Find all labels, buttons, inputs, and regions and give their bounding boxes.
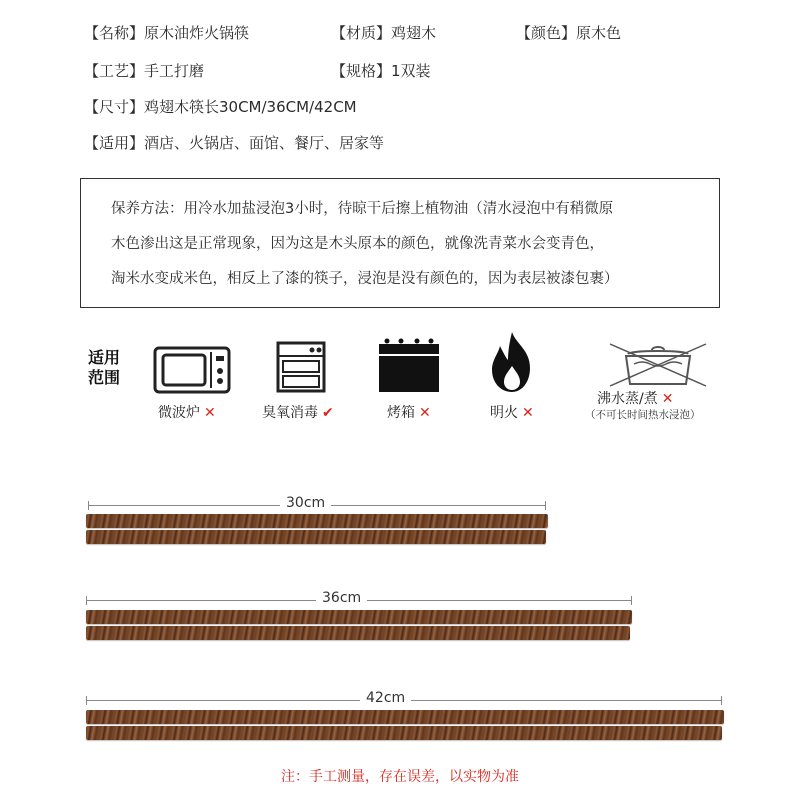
forbidden-x-icon: ✕ — [419, 405, 431, 421]
chopstick-42-b — [86, 726, 722, 740]
scope-label-boil: 沸水蒸/煮 ✕ — [597, 391, 674, 407]
measurement-note: 注：手工测量，存在误差，以实物为准 — [281, 769, 519, 785]
care-line-1: 保养方法：用冷水加盐浸泡3小时，待晾干后擦上植物油（清水浸泡中有稍微原 — [111, 201, 614, 217]
care-line-2: 木色渗出这是正常现象，因为这是木头原本的颜色，就像洗青菜水会变青色， — [111, 236, 604, 252]
boiling-pot-icon — [606, 340, 710, 388]
chopstick-30-a — [86, 514, 548, 528]
spec-material: 【材质】鸡翅木 — [331, 24, 437, 42]
chopstick-36-a — [86, 610, 632, 624]
length-label-42: 42cm — [360, 690, 411, 706]
chopstick-42-a — [86, 710, 724, 724]
boil-note: （不可长时间热水浸泡） — [585, 409, 701, 421]
allowed-check-icon: ✔ — [322, 405, 334, 421]
spec-size: 【尺寸】鸡翅木筷长30CM/36CM/42CM — [84, 98, 357, 116]
oven-icon — [377, 338, 441, 394]
forbidden-x-icon: ✕ — [661, 391, 674, 407]
spec-craft: 【工艺】手工打磨 — [84, 62, 205, 80]
sterilizer-icon — [276, 341, 326, 393]
spec-spec: 【规格】1双装 — [331, 62, 431, 80]
scope-label-microwave: 微波炉 ✕ — [158, 405, 216, 421]
chopstick-30-b — [86, 530, 546, 544]
forbidden-x-icon: ✕ — [204, 405, 216, 421]
scope-title: 适用 范围 — [88, 348, 121, 387]
length-label-36: 36cm — [316, 590, 367, 606]
chopstick-36-b — [86, 626, 630, 640]
spec-usage: 【适用】酒店、火锅店、面馆、餐厅、居家等 — [84, 134, 385, 152]
scope-label-fire: 明火 ✕ — [490, 405, 534, 421]
forbidden-x-icon: ✕ — [522, 405, 534, 421]
flame-icon — [486, 330, 538, 394]
spec-color: 【颜色】原木色 — [516, 24, 622, 42]
scope-label-sterilizer: 臭氧消毒 ✔ — [262, 405, 334, 421]
care-instructions-box — [80, 178, 720, 308]
scope-label-oven: 烤箱 ✕ — [387, 405, 431, 421]
microwave-icon — [153, 346, 231, 394]
care-line-3: 淘米水变成米色，相反上了漆的筷子，浸泡是没有颜色的，因为表层被漆包裹） — [111, 271, 619, 287]
spec-name: 【名称】原木油炸火锅筷 — [84, 24, 250, 42]
length-label-30: 30cm — [280, 495, 331, 511]
